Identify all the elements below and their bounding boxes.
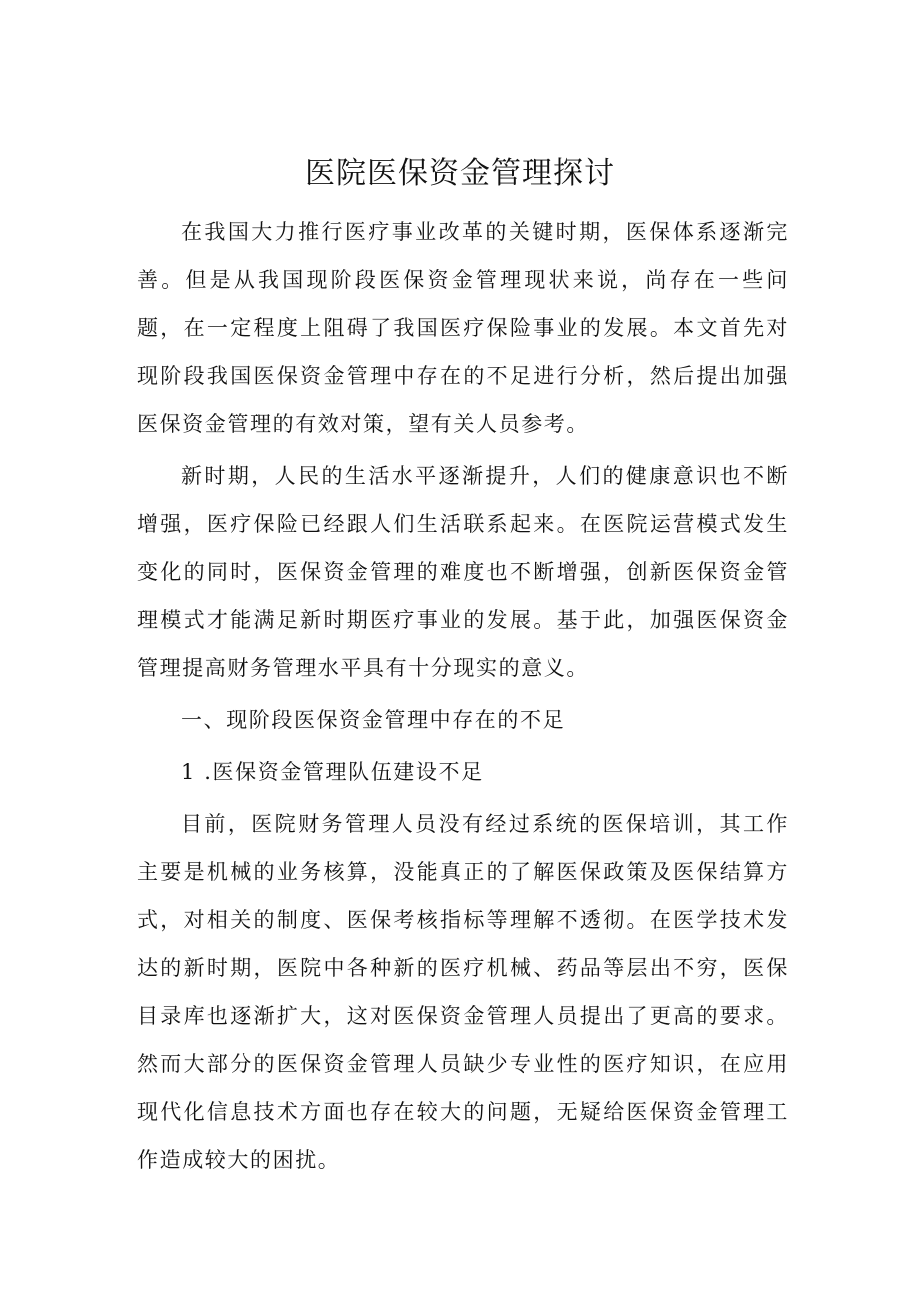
background-paragraph: 新时期，人民的生活水平逐渐提升，人们的健康意识也不断增强，医疗保险已经跟人们生活联系起来。在医院运营模式发生变化的同时，医保资金管理的难度也不断增强，创新医保资金管理模式才能满足新时期医疗事业的发展。基于此，加强医保资金管理提高财务管理水平具有十分现实的意义。 xyxy=(137,464,789,680)
intro-paragraph: 在我国大力推行医疗事业改革的关键时期，医保体系逐渐完善。但是从我国现阶段医保资金管理现状来说，尚存在一些问题，在一定程度上阻碍了我国医疗保险事业的发展。本文首先对现阶段我国医保资金管理中存在的不足进行分析，然后提出加强医保资金管理的有效对策，望有关人员参考。 xyxy=(137,220,789,436)
section-heading: 一、现阶段医保资金管理中存在的不足 xyxy=(181,708,566,732)
document-body xyxy=(137,208,789,1188)
subsection-paragraph: 目前，医院财务管理人员没有经过系统的医保培训，其工作主要是机械的业务核算，没能真正的了解医保政策及医保结算方式，对相关的制度、医保考核指标等理解不透彻。在医学技术发达的新时期，医院中各种新的医疗机械、药品等层出不穷，医保目录库也逐渐扩大，这对医保资金管理人员提出了更高的要求。然而大部分的医保资金管理人员缺少专业性的医疗知识，在应用现代化信息技术方面也存在较大的问题，无疑给医保资金管理工作造成较大的困扰。 xyxy=(137,812,789,1172)
document-title: 医院医保资金管理探讨 xyxy=(305,156,615,191)
subsection-heading: 1 .医保资金管理队伍建设不足 xyxy=(181,760,484,784)
